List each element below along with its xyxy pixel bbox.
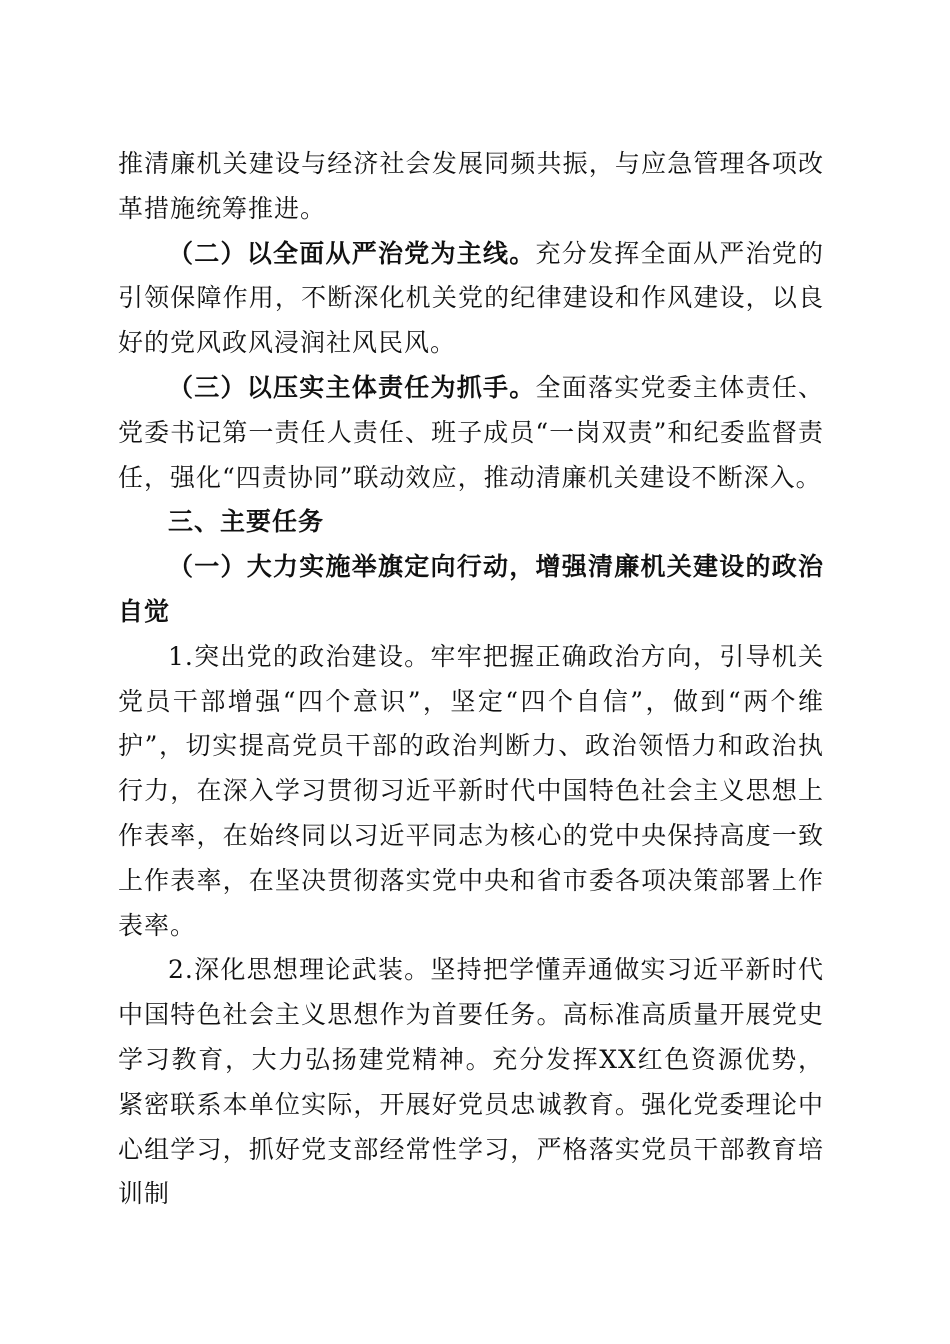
document-body <box>118 142 824 1217</box>
section-heading: 三、主要任务 <box>168 507 325 537</box>
paragraph-continuation <box>118 142 824 232</box>
task-item-2 <box>118 948 824 1217</box>
paragraph-text: 推清廉机关建设与经济社会发展同频共振，与应急管理各项改革措施统筹推进。 <box>118 149 824 223</box>
paragraph-principle-3 <box>118 366 824 500</box>
task-item-1 <box>118 635 824 949</box>
paragraph-principle-2 <box>118 232 824 366</box>
task-item-text: 1.突出党的政治建设。牢牢把握正确政治方向，引导机关党员干部增强“四个意识”，坚定“四个自信”，做到“两个维护”，切实提高党员干部的政治判断力、政治领悟力和政治执行力，在深入学习贯彻习近平新时代中国特色社会主义思想上作表率，在始终同以习近平同志为核心的党中央保持高度一致上作表率，在坚决贯彻落实党中央和省市委各项决策部署上作表率。 <box>118 641 824 940</box>
paragraph-lead: （三）以压实主体责任为抓手。 <box>168 372 536 402</box>
paragraph-lead: （二）以全面从严治党为主线。 <box>168 238 536 268</box>
paragraph-text: 全面落实党委主体责任、党委书记第一责任人责任、班子成员“一岗双责”和纪委监督责任，强化“四责协同”联动效应，推动清廉机关建设不断深入。 <box>118 372 824 492</box>
subsection-heading: （一）大力实施举旗定向行动，增强清廉机关建设的政治自觉 <box>118 552 824 626</box>
task-item-text: 2.深化思想理论武装。坚持把学懂弄通做实习近平新时代中国特色社会主义思想作为首要任务。高标准高质量开展党史学习教育，大力弘扬建党精神。充分发挥XX红色资源优势，紧密联系本单位实际，开展好党员忠诚教育。强化党委理论中心组学习，抓好党支部经常性学习，严格落实党员干部教育培训制 <box>118 955 824 1209</box>
paragraph-text: 充分发挥全面从严治党的引领保障作用，不断深化机关党的纪律建设和作风建设，以良好的党风政风浸润社风民风。 <box>118 238 824 358</box>
